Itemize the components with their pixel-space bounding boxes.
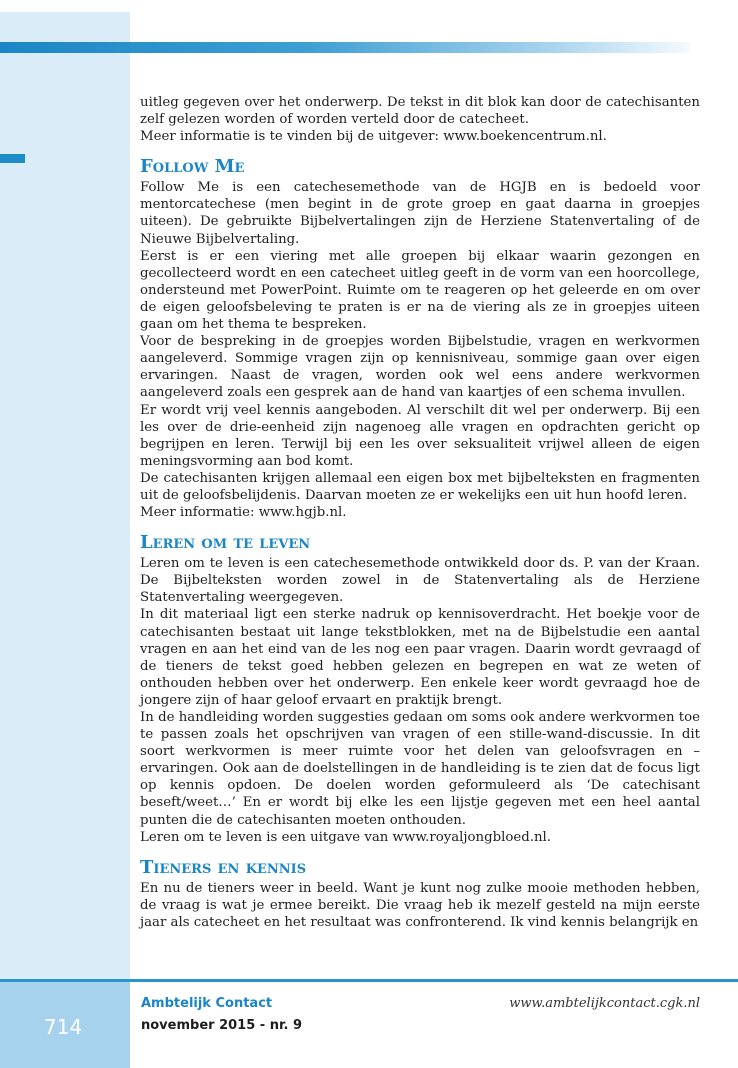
- paragraph: Voor de bespreking in de groepjes worden Bijbelstudie, vragen en werkvormen aangeleverd. Sommige vragen zijn op kennisniveau, sommige gaan over eigen ervaringen. Naast de vragen, worden ook wel eens andere werkvormen aangeleverd zoals een gesprek aan de hand van kaartjes of een schema invullen.: [140, 334, 700, 401]
- paragraph: En nu de tieners weer in beeld. Want je kunt nog zulke mooie methoden hebben, de vraag is wat je ermee bereikt. Die vraag heb ik mezelf gesteld na mijn eerste jaar als catecheet en het resultaat was confronterend. Ik vind kennis belangrijk en: [140, 880, 700, 930]
- issue-label: november 2015 - nr. 9: [141, 1018, 303, 1033]
- paragraph: In dit materiaal ligt een sterke nadruk op kennisoverdracht. Het boekje voor de catechisanten bestaat uit lange tekstblokken, met na de Bijbelstudie een aantal vragen en aan het eind van de les nog een paar vragen. Daarin wordt gevraagd of de tieners de tekst goed hebben gelezen en begrepen en wat ze weten of onthouden hebben over het onderwerp. Een enkele keer wordt gevraagd hoe de jongere zijn of haar geloof ervaart en praktijk brengt.: [140, 607, 700, 708]
- paragraph: Er wordt vrij veel kennis aangeboden. Al verschilt dit wel per onderwerp. Bij een les over de drie-eenheid zijn nagenoeg alle vragen en opdrachten gericht op begrijpen en leren. Terwijl bij een les over seksualiteit vrijwel alleen de eigen meningsvorming aan bod komt.: [140, 402, 700, 469]
- section-heading: Tieners en kennis: [140, 856, 307, 878]
- paragraph: Follow Me is een catechesemethode van de HGJB en is bedoeld voor mentorcatechese (men begint in de grote groep en gaat daarna in groepjes uiteen). De gebruikte Bijbelvertalingen zijn de Herziene Statenvertaling of de Nieuwe Bijbelvertaling.: [140, 180, 700, 247]
- header-gradient-bar: [0, 42, 690, 53]
- paragraph: Leren om te leven is een catechesemethode ontwikkeld door ds. P. van der Kraan. De Bijbelteksten worden zowel in de Statenvertaling als de Herziene Statenvertaling weergegeven.: [140, 556, 700, 606]
- paragraph: Leren om te leven is een uitgave van www.royaljongbloed.nl.: [140, 829, 552, 845]
- margin-marker: [0, 154, 25, 163]
- page-number: 714: [44, 1015, 83, 1039]
- paragraph: uitleg gegeven over het onderwerp. De tekst in dit blok kan door de catechisanten zelf gelezen worden of worden verteld door de catecheet.: [140, 95, 700, 128]
- paragraph: Meer informatie is te vinden bij de uitgever: www.boekencentrum.nl.: [140, 129, 607, 145]
- paragraph: Eerst is er een viering met alle groepen bij elkaar waarin gezongen en gecollecteerd wordt en een catecheet uitleg geeft in de vorm van een hoorcollege, ondersteund met PowerPoint. Ruimte om te reageren op het geleerde en om over de eigen geloofsbeleving te praten is er na de viering als ze in groepjes uiteen gaan om het thema te bespreken.: [140, 248, 700, 333]
- section-heading: Follow Me: [140, 156, 245, 178]
- website-url[interactable]: www.ambtelijkcontact.cgk.nl: [509, 996, 700, 1011]
- section-heading: Leren om te leven: [140, 532, 311, 554]
- paragraph: Meer informatie: www.hgjb.nl.: [140, 505, 347, 521]
- article-body: [140, 94, 700, 931]
- magazine-title: Ambtelijk Contact: [141, 996, 273, 1011]
- paragraph: De catechisanten krijgen allemaal een eigen box met bijbelteksten en fragmenten uit de geloofsbelijdenis. Daarvan moeten ze er wekelijks een uit hun hoofd leren.: [140, 470, 700, 503]
- left-margin-band: [0, 12, 130, 1068]
- paragraph: In de handleiding worden suggesties gedaan om soms ook andere werkvormen toe te passen zoals het opschrijven van vragen of een stille-wand-discussie. In dit soort werkvormen is meer ruimte voor het delen van geloofsvragen en –ervaringen. Ook aan de doelstellingen in de handleiding is te zien dat de focus ligt op kennis opdoen. De doelen worden geformuleerd als ‘De catechisant beseft/weet…’ En er wordt bij elke les een lijstje gegeven met een heel aantal punten die de catechisanten moeten onthouden.: [140, 710, 700, 828]
